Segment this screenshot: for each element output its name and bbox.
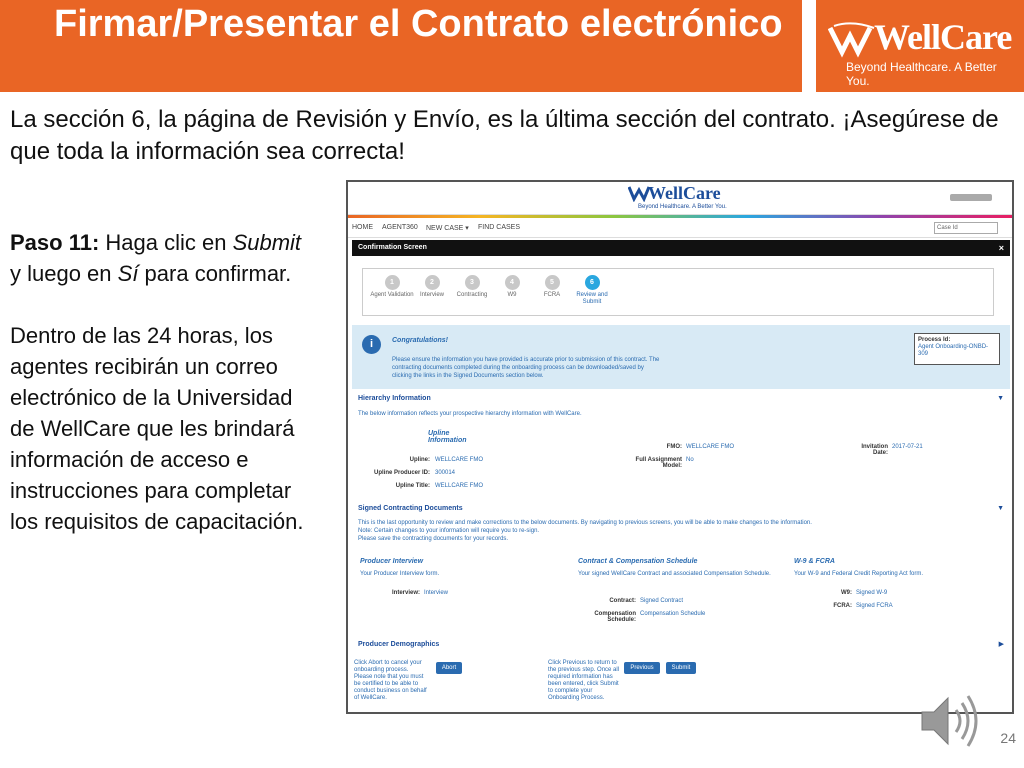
title-bar <box>0 0 802 92</box>
fmo-label: FMO: <box>666 444 682 450</box>
previous-button[interactable]: Previous <box>624 662 660 674</box>
logo-tagline: Beyond Healthcare. A Better You. <box>846 60 997 88</box>
upline-title-label: Upline Title: <box>395 483 430 489</box>
slide-title: Firmar/Presentar el Contrato electrónico <box>54 3 783 45</box>
step-submit: Submit <box>232 230 302 255</box>
confirmation-title: Confirmation Screen <box>358 244 427 251</box>
upline-value: WELLCARE FMO <box>435 457 484 463</box>
signed-sub1: This is the last opportunity to review and make corrections to the below documents. By navigating to previous screens, you will be able to make changes to the information. <box>358 520 812 526</box>
signed-note: Note: Certain changes to your information will require you to re-sign. <box>358 528 540 534</box>
upline-title-value: WELLCARE FMO <box>435 483 484 489</box>
w9-link[interactable]: Signed W-9 <box>856 590 888 596</box>
confirmation-screenshot <box>346 180 1014 714</box>
app-logo-tagline: Beyond Healthcare. A Better You. <box>638 204 727 210</box>
fmo-value: WELLCARE FMO <box>686 444 735 450</box>
signed-docs-title: Signed Contracting Documents <box>358 505 463 512</box>
step-name: Review and Submit <box>576 292 608 305</box>
step-number: 3 <box>465 275 480 290</box>
instructions <box>10 227 310 568</box>
process-value: Agent Onboarding-ONBD-309 <box>918 344 989 357</box>
logo-brand: WellCare <box>874 17 1012 57</box>
progress-steps <box>362 268 994 316</box>
upline-info-title: Upline Information <box>428 430 467 444</box>
signed-sub2: Please save the contracting documents for your records. <box>358 536 509 542</box>
app-nav <box>348 218 1012 238</box>
producer-interview-desc: Your Producer Interview form. <box>360 571 440 577</box>
invitation-value: 2017-07-21 <box>892 444 923 450</box>
step-number: 6 <box>585 275 600 290</box>
upline-label: Upline: <box>409 457 430 463</box>
step-number: 5 <box>545 275 560 290</box>
abort-text: Click Abort to cancel your onboarding process. Please note that you must be certified to be able to conduct business on behalf of WellCare. <box>354 660 427 701</box>
step-review-submit[interactable] <box>569 275 615 306</box>
caret-down-icon[interactable]: ▼ <box>997 395 1004 402</box>
step-si: Sí <box>117 261 139 286</box>
demographics-header[interactable] <box>352 638 1010 652</box>
confirmation-bar <box>352 240 1010 256</box>
hierarchy-header[interactable] <box>352 392 1010 406</box>
step-number: 2 <box>425 275 440 290</box>
w9-label: W9: <box>841 590 852 596</box>
abort-button[interactable]: Abort <box>436 662 462 674</box>
producer-interview-title: Producer Interview <box>360 558 424 565</box>
intro-text: La sección 6, la página de Revisión y Envío, es la última sección del contrato. ¡Asegúrese de que toda la información sea correcta! <box>10 106 999 165</box>
close-icon[interactable]: × <box>998 243 1004 253</box>
step-mid: y luego en <box>10 261 118 286</box>
full-assignment-label: Full Assignment Model: <box>635 457 682 469</box>
signed-docs-header[interactable] <box>352 502 1010 516</box>
contract-label: Contract: <box>609 598 636 604</box>
producer-id-value: 300014 <box>435 470 456 476</box>
step-name: W9 <box>507 292 517 298</box>
congrats-panel <box>352 325 1010 389</box>
previous-text: Click Previous to return to the previous step. Once all required information has been entered, click Submit to complete your Onboarding Process. <box>548 660 620 701</box>
step-name: FCRA <box>543 292 561 298</box>
demographics-title: Producer Demographics <box>358 641 440 648</box>
wellcare-swoosh-icon <box>828 22 878 58</box>
contract-comp-title: Contract & Compensation Schedule <box>578 558 698 565</box>
hierarchy-title: Hierarchy Information <box>358 395 431 402</box>
wellcare-logo <box>816 0 1024 92</box>
page-number: 24 <box>1000 730 1016 746</box>
caret-down-icon[interactable]: ▼ <box>997 505 1004 512</box>
contract-comp-desc: Your signed WellCare Contract and associated Compensation Schedule. <box>578 571 771 577</box>
step-paragraph <box>10 227 310 289</box>
app-logo-swoosh-icon <box>628 184 650 202</box>
congrats-body: Please ensure the information you have provided is accurate prior to submission of this contract. The contracting documents completed during the onboarding process can be downloaded/saved by clicking the links in the Signed Documents section below. <box>392 357 660 379</box>
logo-inner <box>826 0 1014 92</box>
contract-link[interactable]: Signed Contract <box>640 598 684 604</box>
comp-schedule-link[interactable]: Compensation Schedule <box>640 611 706 617</box>
app-logo-brand: WellCare <box>648 183 721 203</box>
full-assignment-value: No <box>686 457 694 463</box>
app-header <box>348 182 1012 215</box>
invitation-label: Invitation Date: <box>861 444 888 456</box>
comp-schedule-label: Compensation Schedule: <box>594 611 636 623</box>
process-id-box <box>914 333 1000 365</box>
step-name: Agent Validation <box>370 292 414 298</box>
fcra-link[interactable]: Signed FCRA <box>856 603 893 609</box>
step-number: 4 <box>505 275 520 290</box>
speaker-icon[interactable] <box>916 690 980 752</box>
nav-home[interactable]: HOME <box>352 224 373 231</box>
nav-new-case[interactable]: NEW CASE ▾ <box>426 225 469 232</box>
congrats-title: Congratulations! <box>392 337 448 344</box>
step-pre: Haga clic en <box>99 230 233 255</box>
submit-button[interactable]: Submit <box>666 662 696 674</box>
interview-label: Interview: <box>391 590 420 596</box>
case-id-input[interactable]: Case Id <box>934 222 998 234</box>
user-name-blurred[interactable] <box>950 194 992 201</box>
email-paragraph: Dentro de las 24 horas, los agentes recibirán un correo electrónico de la Universidad de WellCare que les brindará información de acceso e instrucciones para completar los requisitos de capacitación. <box>10 323 304 534</box>
fcra-label: FCRA: <box>833 603 852 609</box>
step-post: para confirmar. <box>138 261 292 286</box>
step-label: Paso 11: <box>10 230 100 255</box>
w9-fcra-desc: Your W-9 and Federal Credit Reporting Act form. <box>794 571 924 577</box>
nav-find-cases[interactable]: FIND CASES <box>478 224 521 231</box>
producer-id-label: Upline Producer ID: <box>373 470 430 476</box>
caret-right-icon[interactable]: ▶ <box>998 641 1004 648</box>
nav-agent360[interactable]: AGENT360 <box>382 224 418 231</box>
step-name: Contracting <box>456 292 488 298</box>
hierarchy-sub: The below information reflects your prospective hierarchy information with WellCare. <box>358 411 582 417</box>
info-icon: i <box>362 335 381 354</box>
interview-link[interactable]: Interview <box>424 590 449 596</box>
process-label: Process Id: <box>918 337 951 343</box>
step-number: 1 <box>385 275 400 290</box>
step-name: Interview <box>419 292 444 298</box>
w9-fcra-title: W-9 & FCRA <box>794 558 835 565</box>
